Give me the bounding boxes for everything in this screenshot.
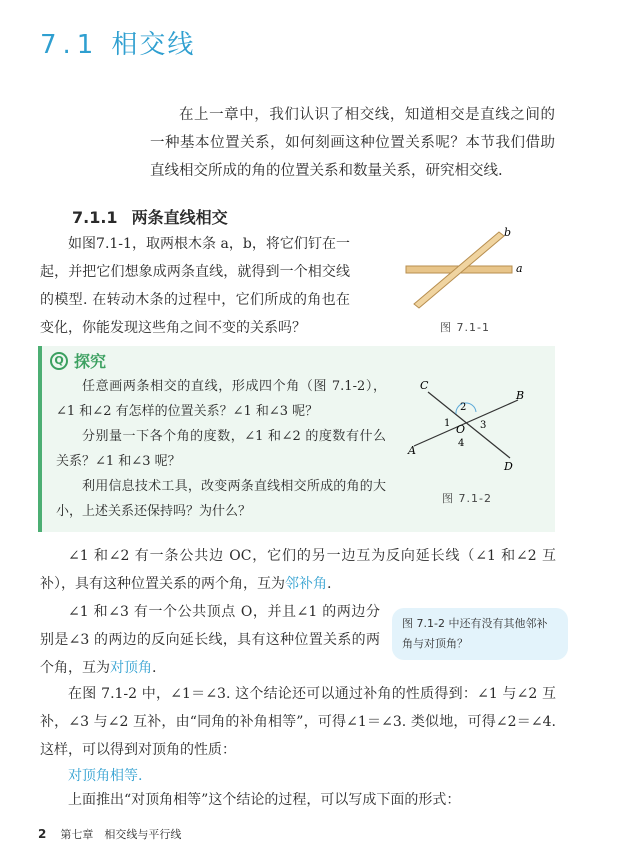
explore-question-1: 任意画两条相交的直线，形成四个角（图 7.1-2），∠1 和∠2 有怎样的位置关系？∠1 和∠3 呢？ <box>56 379 386 419</box>
angle-2: 2 <box>460 402 467 413</box>
angle-1: 1 <box>444 418 451 429</box>
vertical-angle-paragraph <box>40 598 380 682</box>
intro-wood-paragraph: 如图7.1-1，取两根木条 a，b，将它们钉在一起，并把它们想象成两条直线，就得到一个相交线的模型. 在转动木条的过程中，它们所成的角也在变化，你能发现这些角之间不变的关系吗？ <box>40 236 350 336</box>
figure-7-1-2 <box>400 376 540 476</box>
section-title <box>40 24 195 61</box>
adjacent-angle-paragraph <box>40 542 556 598</box>
page-number: 2 <box>38 827 47 841</box>
vertical-angle-property: 对顶角相等. <box>68 768 143 784</box>
figure-7-1-2-caption: 图 7.1-2 <box>442 492 492 505</box>
closing-paragraph: 上面推出“对顶角相等”这个结论的过程，可以写成下面的形式： <box>68 792 461 808</box>
vertical-term: 对顶角 <box>110 660 152 676</box>
figure-7-1-1 <box>400 224 530 314</box>
subsection-title: 两条直线相交 <box>131 208 228 227</box>
label-b-point: B <box>516 389 525 402</box>
side-note: 图 7.1-2 中还有没有其他邻补角与对顶角？ <box>392 608 568 660</box>
vertical-text: ∠1 和∠3 有一个公共顶点 O，并且∠1 的两边分别是∠3 的两边的反向延长线，具有这种位置关系的两个角，互为 <box>40 604 380 676</box>
section-number: 7.1 <box>40 30 100 60</box>
label-o: O <box>456 423 466 436</box>
explore-question-3: 利用信息技术工具，改变两条直线相交所成的角的大小，上述关系还保持吗？为什么？ <box>56 479 386 519</box>
line-cd <box>428 392 510 458</box>
adjacent-text: ∠1 和∠2 有一条公共边 OC，它们的另一边互为反向延长线（∠1 和∠2 互补），具有这种位置关系的两个角，互为 <box>40 548 556 592</box>
explore-title: 探究 <box>74 352 107 371</box>
figure-7-1-1-caption: 图 7.1-1 <box>440 321 490 334</box>
subsection-heading <box>72 205 228 228</box>
explore-heading <box>50 349 106 372</box>
section-title-text: 相交线 <box>111 30 196 60</box>
adjacent-end: . <box>327 576 332 592</box>
label-a: a <box>516 262 523 275</box>
chapter-name: 第七章 相交线与平行线 <box>60 828 182 841</box>
adjacent-term: 邻补角 <box>285 576 327 592</box>
explore-text <box>56 374 386 524</box>
subsection-number: 7.1.1 <box>72 208 118 227</box>
angle-3: 3 <box>480 420 487 431</box>
label-a-point: A <box>408 444 416 457</box>
intro-paragraph: 在上一章中，我们认识了相交线，知道相交是直线之间的一种基本位置关系，如何刻画这种位置关系呢？本节我们借助直线相交所成的角的位置关系和数量关系，研究相交线. <box>150 107 555 179</box>
angle-4: 4 <box>458 438 465 449</box>
label-c: C <box>420 379 429 392</box>
magnifier-icon: Q <box>50 352 68 370</box>
explore-question-2: 分别量一下各个角的度数，∠1 和∠2 的度数有什么关系？∠1 和∠3 呢？ <box>56 429 386 469</box>
label-b: b <box>504 226 512 239</box>
label-d: D <box>504 460 513 473</box>
page-footer <box>38 826 181 842</box>
vertical-end: . <box>152 660 157 676</box>
proof-paragraph: 在图 7.1-2 中，∠1＝∠3. 这个结论还可以通过补角的性质得到：∠1 与∠2 互补，∠3 与∠2 互补，由“同角的补角相等”，可得∠1＝∠3. 类似地，可得∠2＝∠4. 这样，可以得到对顶角的性质： <box>40 686 556 758</box>
